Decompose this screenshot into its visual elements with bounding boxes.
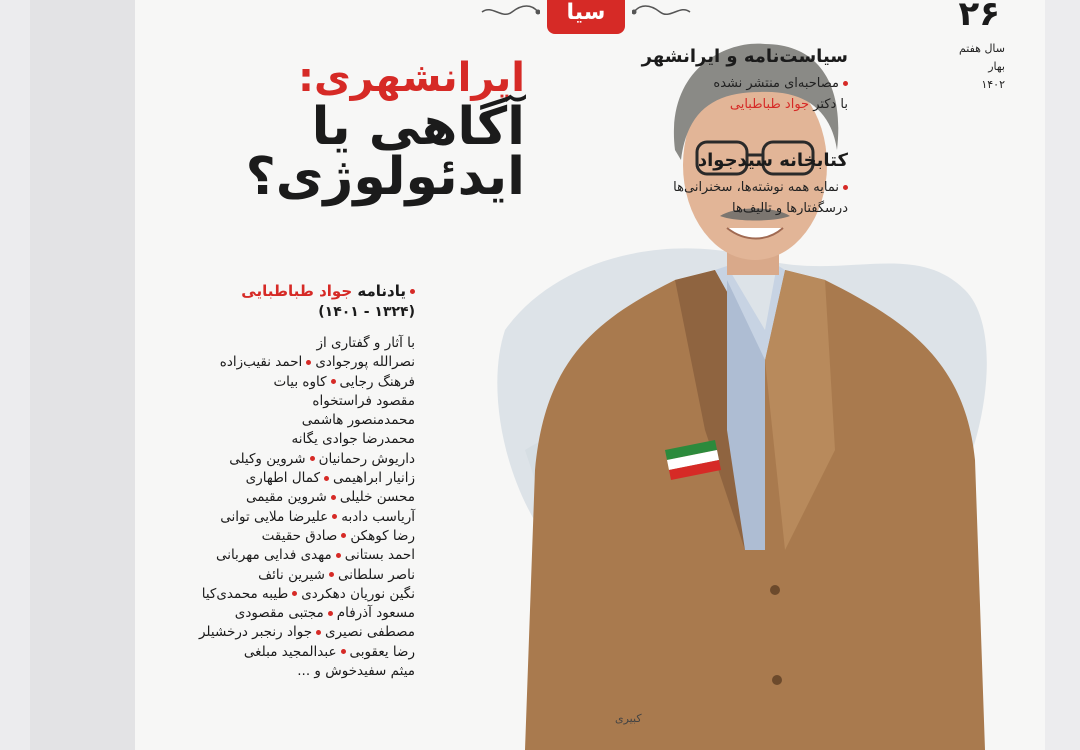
ornament-right-icon: [632, 4, 692, 20]
issue-season-label: بهار: [988, 60, 1005, 73]
artist-signature: کبیری: [615, 712, 642, 725]
contributor-name: محسن خلیلی: [339, 489, 415, 506]
contributor-name: طیبه محمدی‌کیا: [201, 585, 289, 602]
contributor-row: [155, 546, 415, 565]
contributor-name: محمدرضا جوادی یگانه: [291, 431, 415, 448]
contributor-name: جواد رنجبر درخشیلر: [198, 624, 313, 641]
portrait-illustration: [465, 30, 1025, 750]
contributor-row: [155, 623, 415, 642]
issue-number: ۲۶: [958, 0, 1000, 34]
contributor-name: کمال اطهاری: [245, 470, 321, 487]
contributors-list: [155, 334, 415, 681]
story-title: سیاست‌نامه و ایرانشهر: [641, 46, 848, 67]
contributor-row: [155, 604, 415, 623]
bullet-icon: [331, 379, 336, 384]
magazine-logo: سیا: [547, 0, 625, 34]
contributor-name: احمد بستانی: [344, 547, 415, 564]
story-library: [618, 150, 848, 219]
bullet-icon: [328, 611, 333, 616]
headline: [165, 55, 525, 207]
contributor-name: شروین وکیلی: [229, 450, 306, 467]
contributor-name: فرهنگ رجایی: [339, 373, 415, 390]
ornament-left-icon: [480, 4, 540, 20]
issue-meta: [945, 40, 1005, 94]
contributor-row: [155, 392, 415, 411]
bullet-icon: [410, 289, 415, 294]
contributor-name: علیرضا ملایی توانی: [220, 508, 329, 525]
contributor-name: زانیار ابراهیمی: [333, 470, 415, 487]
bullet-icon: [843, 185, 848, 190]
contributor-name: میثم سفیدخوش و ...: [297, 663, 415, 680]
story-line: درسگفتارها و تالیف‌ها: [732, 201, 848, 216]
bullet-icon: [341, 649, 346, 654]
contributor-row: [155, 643, 415, 662]
memorial-line: یادنامه جواد طباطبایی: [155, 282, 415, 300]
contributor-name: مسعود آذرفام: [336, 605, 415, 622]
story-line: با دکتر جواد طباطبایی: [729, 97, 848, 112]
bullet-icon: [341, 533, 346, 538]
contributors-intro: با آثار و گفتاری از: [316, 335, 415, 351]
contributor-name: احمد نقیب‌زاده: [219, 354, 303, 371]
contributor-row: [155, 527, 415, 546]
contributor-name: کاوه بیات: [273, 373, 327, 390]
contributor-row: [155, 508, 415, 527]
issue-year-label: سال هفتم: [958, 42, 1005, 55]
contributor-row: [155, 469, 415, 488]
contributor-row: [155, 585, 415, 604]
contributor-row: [155, 411, 415, 430]
contributor-name: عبدالمجید مبلغی: [243, 643, 337, 660]
contributor-name: ناصر سلطانی: [337, 566, 415, 583]
story-line: نمایه همه نوشته‌ها، سخنرانی‌ها: [618, 177, 848, 198]
contributor-name: محمدمنصور هاشمی: [301, 412, 415, 429]
contributor-name: صادق حقیقت: [261, 527, 338, 544]
bullet-icon: [843, 81, 848, 86]
contributor-row: [155, 450, 415, 469]
contributor-name: مقصود فراستخواه: [312, 392, 415, 409]
story-line: مصاحبه‌ای منتشر نشده: [618, 73, 848, 94]
headline-line-3: ایدئولوژی؟: [245, 147, 525, 207]
headline-line-1: ایرانشهری:: [298, 55, 525, 101]
contributor-name: مصطفی نصیری: [325, 624, 415, 641]
contributor-name: شروین مقیمی: [246, 489, 327, 506]
magazine-cover: [135, 0, 1045, 750]
contributor-name: نگین نوریان دهکردی: [301, 585, 415, 602]
contributor-name: آریاسب دادبه: [341, 508, 415, 525]
contributor-row: [155, 353, 415, 372]
contributor-name: رضا کوهکن: [350, 527, 415, 544]
memorial-years: (۱۳۲۴ - ۱۴۰۱): [318, 304, 415, 320]
contributor-name: رضا یعقوبی: [349, 643, 415, 660]
contributor-row: [155, 566, 415, 585]
contributor-name: نصرالله پورجوادی: [315, 354, 415, 371]
contributor-name: مجتبی مقصودی: [234, 605, 324, 622]
contributor-row: [155, 662, 415, 681]
issue-date-label: ۱۴۰۲: [981, 78, 1005, 91]
bullet-icon: [306, 360, 311, 365]
contributor-row: [155, 488, 415, 507]
bullet-icon: [332, 514, 337, 519]
viewer-left-margin: [0, 0, 30, 750]
story-title: کتابخانه سیدجواد: [697, 150, 848, 171]
bullet-icon: [324, 476, 329, 481]
bullet-icon: [331, 495, 336, 500]
contributor-name: شیرین نائف: [258, 566, 325, 583]
story-politics: [618, 46, 848, 115]
contributor-name: داریوش رحمانیان: [318, 450, 415, 467]
bullet-icon: [329, 572, 334, 577]
bullet-icon: [310, 456, 315, 461]
bullet-icon: [336, 553, 341, 558]
contributor-row: [155, 430, 415, 449]
contributor-name: مهدی فدایی مهربانی: [215, 547, 332, 564]
bullet-icon: [316, 630, 321, 635]
headline-line-2: آگاهی یا: [311, 97, 525, 157]
contributor-row: [155, 373, 415, 392]
bullet-icon: [292, 591, 297, 596]
